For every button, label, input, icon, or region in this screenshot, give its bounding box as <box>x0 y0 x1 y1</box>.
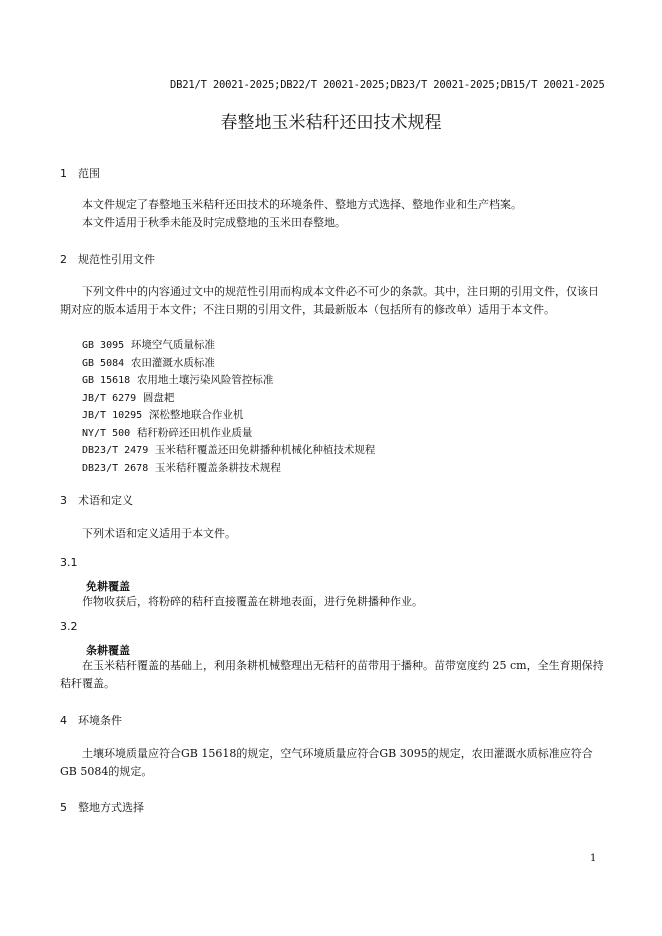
paragraph: 作物收获后，将粉碎的秸秆直接覆盖在耕地表面，进行免耕播种作业。 <box>82 595 423 608</box>
section-title: 规范性引用文件 <box>78 253 155 266</box>
section-number: 2 <box>60 253 67 266</box>
reference-name: 玉米秸秆覆盖还田免耕播种机械化种植技术规程 <box>154 444 376 456</box>
reference-item <box>82 425 375 443</box>
section-4-body <box>60 745 604 781</box>
section-number: 5 <box>60 801 67 814</box>
document-title: 春整地玉米秸秆还田技术规程 <box>220 113 442 133</box>
reference-code: JB/T 6279 <box>82 392 137 404</box>
section-3-intro <box>60 525 604 543</box>
reference-item <box>82 355 375 373</box>
section-1-heading <box>60 165 100 181</box>
section-1-body <box>60 196 604 232</box>
reference-code: GB 5084 <box>82 357 125 369</box>
reference-name: 秸秆粉碎还田机作业质量 <box>136 426 253 439</box>
reference-item <box>82 442 375 460</box>
standard-code: DB21/T 20021-2025;DB22/T 20021-2025;DB23/T 20021-2025;DB15/T 20021-2025 <box>170 79 605 91</box>
reference-code: DB23/T 2479 <box>82 445 149 456</box>
reference-name: 深松整地联合作业机 <box>148 409 244 421</box>
paragraph: 本文件适用于秋季未能及时完成整地的玉米田春整地。 <box>82 216 346 229</box>
section-title: 范围 <box>78 167 100 180</box>
reference-name: 玉米秸秆覆盖条耕技术规程 <box>154 461 281 474</box>
reference-item <box>82 337 375 355</box>
page-number: 1 <box>590 853 597 864</box>
paragraph: 在玉米秸秆覆盖的基础上，利用条耕机械整理出无秸秆的苗带用于播种。苗带宽度约 25 cm，全生育期保持秸秆覆盖。 <box>60 659 604 690</box>
reference-code: DB23/T 2678 <box>82 462 149 474</box>
reference-name: 圆盘耙 <box>142 391 175 404</box>
section-4-heading <box>60 712 122 728</box>
section-title: 环境条件 <box>78 714 122 727</box>
section-number: 1 <box>60 167 67 180</box>
reference-item <box>82 390 375 408</box>
reference-item <box>82 407 375 425</box>
paragraph: 本文件规定了春整地玉米秸秆还田技术的环境条件、整地方式选择、整地作业和生产档案。 <box>82 198 522 211</box>
reference-list <box>82 337 375 477</box>
term-name: 条耕覆盖 <box>86 644 130 657</box>
reference-code: GB 15618 <box>82 375 131 386</box>
term-number: 3.2 <box>60 620 78 633</box>
reference-code: NY/T 500 <box>82 427 131 439</box>
section-3-heading <box>60 492 133 508</box>
section-5-heading <box>60 799 144 815</box>
paragraph: 下列术语和定义适用于本文件。 <box>82 527 236 540</box>
term-name: 免耕覆盖 <box>86 580 130 593</box>
section-number: 3 <box>60 494 67 507</box>
section-title: 整地方式选择 <box>78 801 144 814</box>
paragraph: 土壤环境质量应符合GB 15618的规定，空气环境质量应符合GB 3095的规定，农田灌溉水质标准应符合GB 5084的规定。 <box>60 747 593 778</box>
section-title: 术语和定义 <box>78 494 133 507</box>
reference-code: JB/T 10295 <box>82 410 143 421</box>
section-number: 4 <box>60 714 67 727</box>
section-2-intro <box>60 283 604 319</box>
reference-item <box>82 460 375 478</box>
reference-code: GB 3095 <box>82 340 125 351</box>
reference-name: 环境空气质量标准 <box>130 339 215 351</box>
section-2-heading <box>60 251 155 267</box>
reference-name: 农田灌溉水质标准 <box>130 356 215 369</box>
term-number: 3.1 <box>60 556 78 569</box>
reference-item <box>82 372 375 390</box>
reference-name: 农用地土壤污染风险管控标准 <box>136 374 274 386</box>
term-definition <box>60 593 604 611</box>
term-definition <box>60 657 604 693</box>
paragraph: 下列文件中的内容通过文中的规范性引用而构成本文件必不可少的条款。其中，注日期的引用文件，仅该日期对应的版本适用于本文件；不注日期的引用文件，其最新版本（包括所有的修改单）适用于本文件。 <box>60 285 599 316</box>
